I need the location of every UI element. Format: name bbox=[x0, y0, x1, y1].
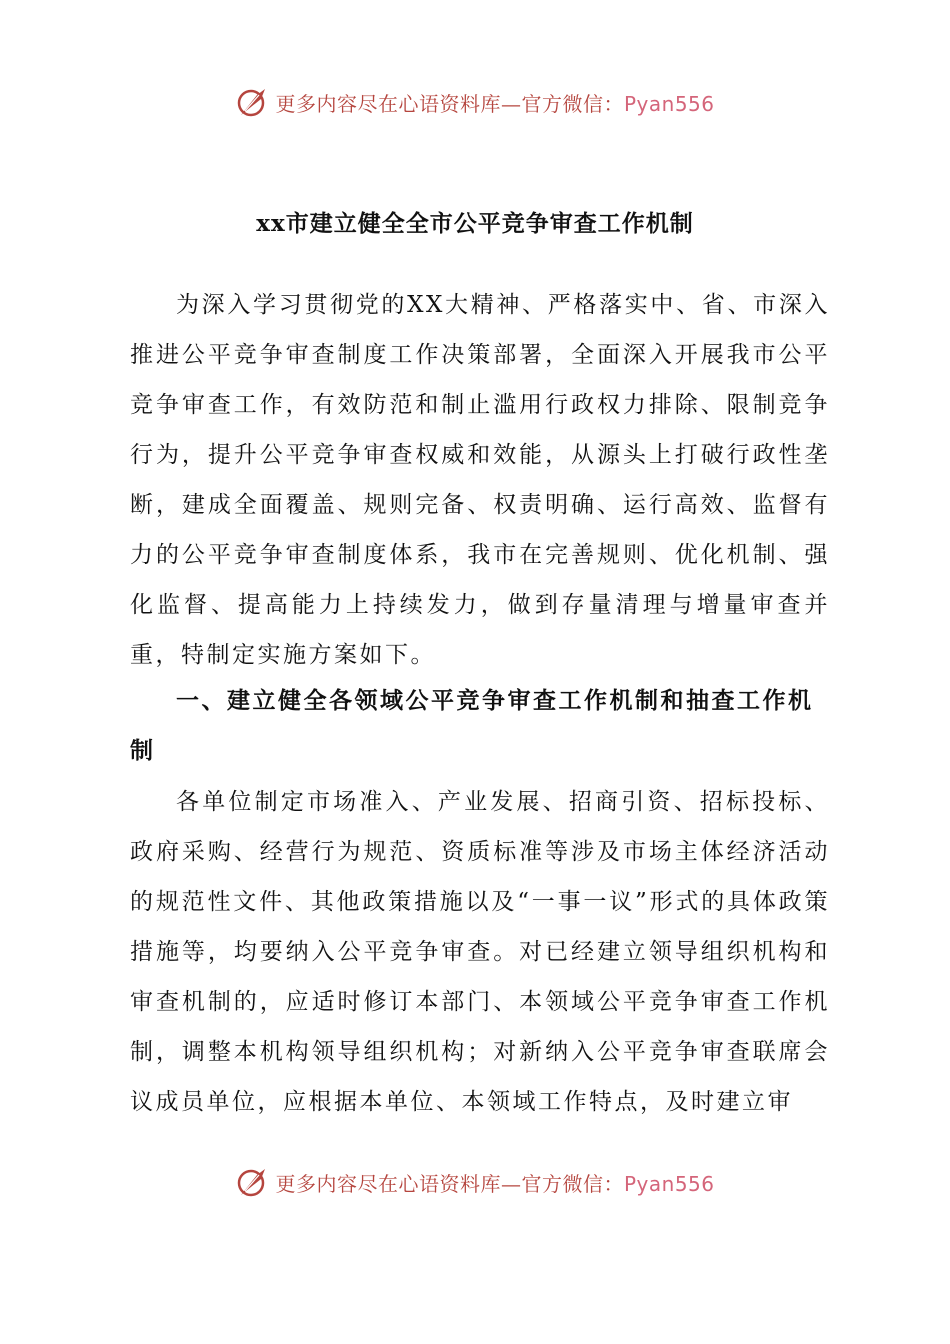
quill-logo-icon bbox=[235, 85, 269, 119]
banner-label: 更多内容尽在心语资料库—官方微信： bbox=[275, 1171, 624, 1196]
intro-paragraph: 为深入学习贯彻党的XX大精神、严格落实中、省、市深入推进公平竞争审查制度工作决策部署，全面深入开展我市公平竞争审查工作，有效防范和制止滥用行政权力排除、限制竞争行为，提升公平竞争审查权威和效能，从源头上打破行政性垄断，建成全面覆盖、规则完备、权责明确、运行高效、监督有力的公平竞争审查制度体系，我市在完善规则、优化机制、强化监督、提高能力上持续发力，做到存量清理与增量审查并重，特制定实施方案如下。 bbox=[130, 292, 830, 668]
footer-banner bbox=[0, 1162, 950, 1202]
banner-text bbox=[275, 88, 714, 117]
banner-text bbox=[275, 1168, 714, 1197]
header-banner bbox=[0, 82, 950, 122]
wechat-id: Pyan556 bbox=[623, 1171, 715, 1196]
section-1-body: 各单位制定市场准入、产业发展、招商引资、招标投标、政府采购、经营行为规范、资质标准等涉及市场主体经济活动的规范性文件、其他政策措施以及“一事一议”形式的具体政策措施等，均要纳入公平竞争审查。对已经建立领导组织机构和审查机制的，应适时修订本部门、本领域公平竞争审查工作机制，调整本机构领导组织机构；对新纳入公平竞争审查联席会议成员单位，应根据本单位、本领域工作特点，及时建立审 bbox=[130, 789, 830, 1115]
quill-logo-icon bbox=[235, 1165, 269, 1199]
document-title: xx市建立健全全市公平竞争审查工作机制 bbox=[256, 210, 694, 237]
banner-label: 更多内容尽在心语资料库—官方微信： bbox=[275, 91, 624, 116]
section-1-heading: 一、建立健全各领域公平竞争审查工作机制和抽查工作机制 bbox=[130, 687, 814, 764]
wechat-id: Pyan556 bbox=[623, 91, 715, 116]
